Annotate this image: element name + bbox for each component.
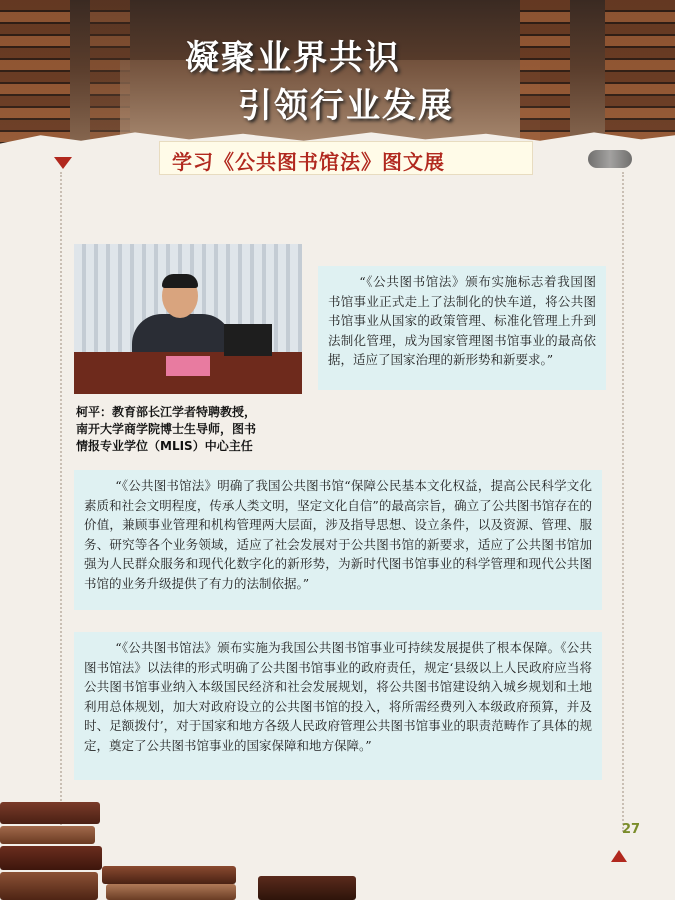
title-line-2: 引领行业发展 [238, 86, 454, 126]
book-stack-book [258, 876, 356, 900]
quote-box-3: “《公共图书馆法》颁布实施为我国公共图书馆事业可持续发展提供了根本保障。《公共图书馆法》以法律的形式明确了公共图书馆事业的政府责任，规定‘县级以上人民政府应当将公共图书馆事业纳入本级国民经济和社会发展规划，将公共图书馆建设纳入城乡规划和土地利用总体规划，加大对政府设立的公共图书馆的投入，将所需经费列入本级政府预算，并及时、足额拨付’，对于国家和地方各级人民政府管理公共图书馆事业的职责范畴作了具体的规定，奠定了公共图书馆事业的国家保障和地方保障。” [74, 632, 602, 780]
profile-caption [76, 404, 316, 455]
photo-speaker [132, 274, 232, 356]
quote-box-2: “《公共图书馆法》明确了我国公共图书馆“保障公民基本文化权益，提高公民科学文化素质和社会文明程度，传承人类文明，坚定文化自信”的最高宗旨，确立了公共图书馆存在的价值，兼顾事业管理和机构管理两大层面，涉及指导思想、设立条件，以及资源、管理、服务、研究等各个业务领域，适应了社会发展对于公共图书馆的新要求，适应了公共图书馆加强为人民群众服务和现代化数字化的新形势，为新时代图书馆事业的科学管理和现代公共图书馆的业务升级提供了有力的法制依据。” [74, 470, 602, 610]
book-stack-book [0, 826, 95, 844]
caption-line-2: 南开大学商学院博士生导师，图书 [76, 422, 257, 436]
laptop-icon [224, 324, 272, 356]
photo-hair [162, 274, 198, 288]
bookshelf-far-right [605, 0, 675, 150]
quote-box-1: “《公共图书馆法》颁布实施标志着我国图书馆事业正式走上了法制化的快车道，将公共图书馆事业从国家的政策管理、标准化管理上升到法制化管理，成为国家管理图书馆事业的最高依据，适应了国家治理的新形势和新要求。” [318, 266, 606, 390]
book-stack-book [102, 866, 236, 884]
bookshelf-left [0, 0, 70, 150]
book-stack-book [0, 872, 98, 900]
caption-line-3: 情报专业学位（MLIS）中心主任 [76, 439, 253, 453]
photo-nameplate [166, 356, 210, 376]
caption-line-1: 柯平：教育部长江学者特聘教授， [76, 405, 257, 419]
book-stack-book [106, 884, 236, 900]
triangle-up-icon [611, 850, 627, 862]
profile-photo [74, 244, 302, 394]
bookshelf-right [520, 0, 570, 150]
title-line-1: 凝聚业界共识 [185, 38, 401, 78]
triangle-down-icon [54, 157, 72, 169]
page-number: 27 [622, 822, 641, 837]
book-stack-book [0, 846, 102, 870]
scroll-roll-icon [588, 150, 632, 168]
book-stack-book [0, 802, 100, 824]
subtitle: 学习《公共图书馆法》图文展 [172, 150, 445, 174]
